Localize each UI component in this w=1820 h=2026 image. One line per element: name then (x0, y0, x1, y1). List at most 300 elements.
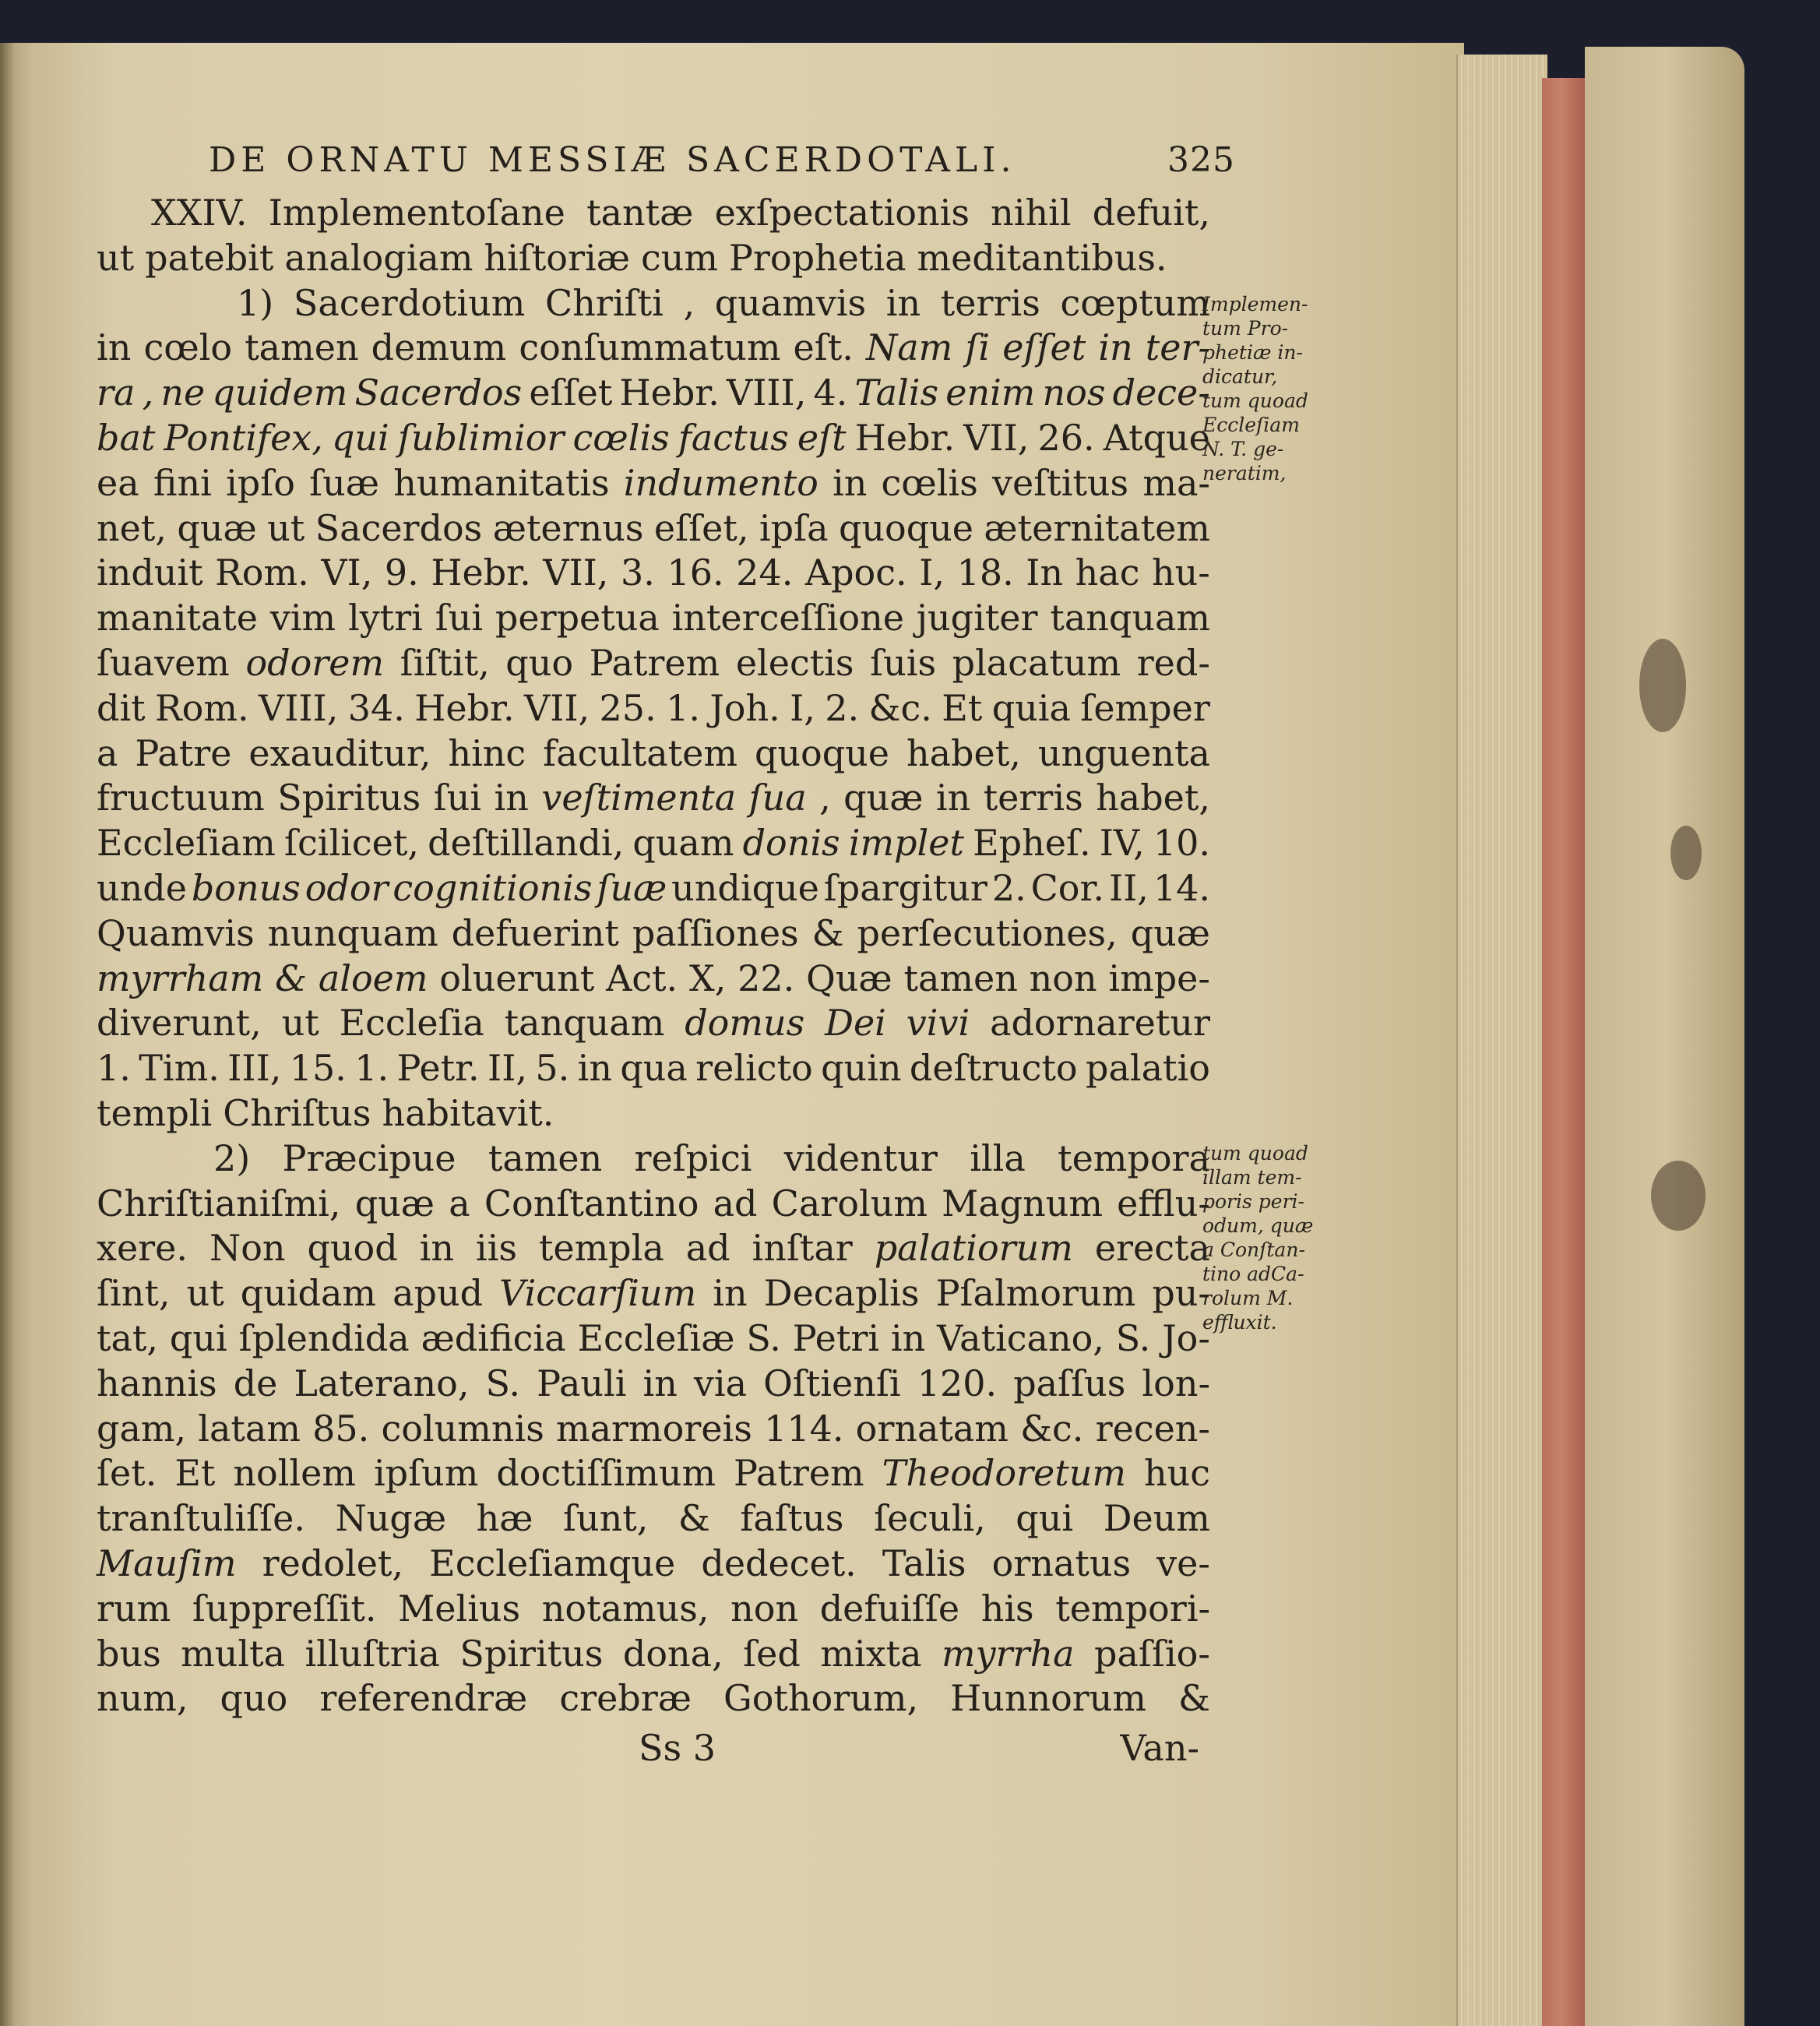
word: 120. (917, 1362, 998, 1404)
word: , (819, 777, 831, 819)
word: Et (174, 1452, 216, 1495)
word: illa (970, 1136, 1026, 1179)
word: lytri (347, 597, 423, 640)
word: Petri (792, 1316, 880, 1359)
word: non (730, 1587, 799, 1630)
margin-note-line: tum quoad (1202, 1142, 1308, 1165)
text-line (97, 1587, 1210, 1633)
word: quidam (240, 1272, 377, 1315)
word: qui (331, 416, 389, 459)
word: hu- (1152, 551, 1210, 594)
word: VIII, (726, 372, 807, 414)
word: exauditur, (248, 731, 431, 774)
word: tempori- (1055, 1587, 1210, 1630)
word: hæ (476, 1497, 533, 1540)
text-line (97, 551, 1210, 597)
word: ſua (748, 777, 807, 819)
word: Epheſ. (973, 822, 1091, 865)
word: 2. (825, 686, 860, 729)
word: bonus (191, 866, 301, 909)
word: analogiam (284, 236, 473, 279)
word: Nam (866, 326, 953, 369)
word: 3. (621, 551, 655, 594)
word: columnis (381, 1407, 544, 1450)
word: recen- (1095, 1407, 1210, 1450)
word: deſtructo (909, 1047, 1078, 1090)
word: 14. (1153, 866, 1210, 909)
word: gam, (97, 1407, 187, 1450)
word: vivi (906, 1002, 970, 1045)
text-line (97, 417, 1210, 462)
word: quin (821, 1047, 902, 1090)
word: dona, (622, 1632, 723, 1675)
word: non (1029, 957, 1097, 999)
text-line (97, 1542, 1210, 1587)
word: veſtimenta (541, 777, 737, 819)
text-line (97, 1137, 1210, 1182)
word: impe- (1108, 957, 1210, 999)
word: nihil (991, 192, 1072, 234)
text-line (97, 1408, 1210, 1453)
word: via (693, 1362, 748, 1404)
word: interceſſione (671, 597, 904, 640)
word: doctiſſimum (496, 1452, 716, 1495)
word: ſet. (97, 1452, 157, 1495)
word: ſuæ (309, 461, 380, 504)
word: exſpectationis (714, 192, 970, 234)
word: 1. (97, 1047, 131, 1090)
word: in (890, 1316, 926, 1359)
margin-note-line: poris peri- (1202, 1190, 1304, 1213)
word: Rom. (155, 686, 249, 729)
word: de (233, 1362, 278, 1404)
word: defuiſſe (819, 1587, 960, 1630)
word: ad (685, 1227, 730, 1270)
word: pu- (1152, 1272, 1210, 1315)
word: tamen (245, 326, 359, 369)
word: Patrem (589, 641, 720, 684)
word: Sacerdos (315, 506, 483, 549)
text-line (97, 912, 1210, 957)
word: tamen (903, 957, 1018, 999)
word: ſed (743, 1632, 801, 1675)
word: VII, (543, 551, 609, 594)
text-line (97, 1047, 1210, 1092)
word: II, (488, 1047, 527, 1090)
word: paſſiones (632, 911, 799, 954)
word: bat (97, 416, 156, 459)
word: donis (742, 822, 840, 865)
word: tamen (488, 1136, 603, 1179)
word: vim (269, 597, 336, 640)
word: eſſet (1002, 326, 1086, 369)
word: in (642, 1362, 678, 1404)
margin-note-line: rolum M. (1202, 1287, 1294, 1309)
word: quæ (177, 506, 257, 549)
word: rum (97, 1587, 171, 1630)
word: Dei (825, 1002, 886, 1045)
word: latam (198, 1407, 301, 1450)
word: VII, (963, 416, 1030, 459)
word: Chriſti (545, 281, 664, 324)
word: Eccleſiam (97, 822, 276, 865)
word: inſtar (752, 1227, 853, 1270)
word: Magnum (942, 1182, 1103, 1224)
word: multa (181, 1632, 286, 1675)
word: Talis (882, 1542, 966, 1584)
word: Patre (135, 731, 232, 774)
word: Tim. (139, 1047, 220, 1090)
word: Act. (606, 957, 678, 999)
word: crebræ (559, 1677, 692, 1720)
word: Hunnorum (950, 1677, 1147, 1720)
word: cœlo (143, 326, 233, 369)
word: myrrham (97, 957, 264, 999)
word: ut (97, 236, 135, 279)
word: perſecutiones, (857, 911, 1118, 954)
word: in (577, 1047, 612, 1090)
word: electis (735, 641, 854, 684)
word: ra (97, 372, 136, 414)
word: quoque (838, 506, 973, 549)
word: nollem (233, 1452, 356, 1495)
word: tanquam (504, 1002, 665, 1045)
word: Conſtantino (484, 1182, 699, 1224)
word: quo (505, 641, 574, 684)
word: quod (307, 1227, 398, 1270)
word: 34. (347, 686, 405, 729)
word: a (97, 731, 118, 774)
word: factus (678, 416, 789, 459)
word: ſemper (1080, 686, 1210, 729)
text-line (97, 642, 1210, 687)
word: relicto (695, 1047, 813, 1090)
word: ſuæ (597, 866, 667, 909)
word: videntur (783, 1136, 938, 1179)
word: efflu- (1117, 1182, 1210, 1224)
word: I, (790, 686, 815, 729)
word: 24. (736, 551, 794, 594)
word: VII, (523, 686, 590, 729)
word: indumento (623, 461, 818, 504)
word: adornaretur (990, 1002, 1210, 1045)
page-footer (639, 1727, 1199, 1769)
word: quam (632, 822, 734, 865)
word: Prophetia (728, 236, 906, 279)
text-line (97, 777, 1210, 822)
word: Sacerdos (354, 372, 523, 414)
word: & (1178, 1677, 1210, 1720)
word: ſui (435, 597, 484, 640)
word: æternus (492, 506, 644, 549)
word: tranſtuliſſe. (97, 1497, 305, 1540)
word: ne (160, 372, 206, 414)
text-line (97, 1002, 1210, 1047)
text-line (97, 1317, 1210, 1362)
word: ſuppreſſit. (192, 1587, 377, 1630)
word: XXIV. (151, 192, 248, 234)
main-text (97, 192, 1210, 1722)
word: & (678, 1497, 710, 1540)
word: unguenta (1037, 731, 1210, 774)
word: qui (169, 1316, 227, 1359)
word: Pſalmorum (935, 1272, 1136, 1315)
word: cœptum (1060, 281, 1210, 324)
word: quæ (1130, 911, 1210, 954)
text-line (97, 192, 1210, 237)
word: ſuavem (97, 641, 230, 684)
word: I, (919, 551, 945, 594)
word: hac (1075, 551, 1140, 594)
word: ipſa (759, 506, 829, 549)
word: quia (991, 686, 1071, 729)
word: Gothorum, (723, 1677, 919, 1720)
word: placatum (952, 641, 1121, 684)
word: templi (97, 1091, 213, 1134)
text-line (97, 957, 1210, 1002)
word: ſublimior (397, 416, 565, 459)
word: Eccleſiæ (577, 1316, 735, 1359)
word: ſui (433, 777, 482, 819)
running-title: DE ORNATU MESSIÆ SACERDOTALI. (209, 140, 1016, 180)
word: veſtitus (992, 461, 1129, 504)
word: Cor. (1030, 866, 1105, 909)
text-line (97, 822, 1210, 867)
word: humanitatis (393, 461, 610, 504)
word: iis (475, 1227, 517, 1270)
word: myrrha (941, 1632, 1075, 1675)
word: æternitatem (984, 506, 1210, 549)
word: dedecet. (701, 1542, 857, 1584)
word: 15. (289, 1047, 347, 1090)
word: VIII, (258, 686, 339, 729)
word: unde (97, 866, 187, 909)
word: Quamvis (97, 911, 255, 954)
word: Rom. (215, 551, 309, 594)
word: 9. (384, 551, 419, 594)
word: in (494, 777, 529, 819)
margin-note-line: Eccleſiam (1202, 414, 1300, 436)
word: Decaplis (763, 1272, 920, 1315)
word: hiſtoriæ (484, 236, 630, 279)
word: In (1026, 551, 1064, 594)
word: palatio (1086, 1047, 1210, 1090)
word: 4. (813, 372, 848, 414)
word: II, (1108, 866, 1149, 909)
word: Patrem (734, 1452, 864, 1495)
word: meditantibus. (917, 236, 1167, 279)
margin-note-1 (1202, 292, 1343, 485)
word: Hebr. (414, 686, 515, 729)
word: qui (1016, 1497, 1074, 1540)
word: notamus, (541, 1587, 709, 1630)
word: 85. (312, 1407, 370, 1450)
text-line (97, 732, 1210, 777)
word: in (713, 1272, 748, 1315)
word: in (419, 1227, 454, 1270)
word: Vaticano, (937, 1316, 1104, 1359)
word: facultatem (543, 731, 738, 774)
word: bus (97, 1632, 161, 1675)
word: Jo- (1162, 1316, 1210, 1359)
word: qua (620, 1047, 688, 1090)
word: marmoreis (556, 1407, 752, 1450)
word: oluerunt (439, 957, 595, 999)
word: Et (942, 686, 983, 729)
running-header (209, 140, 1235, 180)
word: terris (983, 777, 1083, 819)
word: num, (97, 1677, 188, 1720)
text-line (97, 237, 1210, 282)
word: ſi (965, 326, 991, 369)
word: 26. (1037, 416, 1095, 459)
word: Spiritus (277, 777, 421, 819)
word: in (885, 281, 921, 324)
word: enim (945, 372, 1036, 414)
word: ſcilicet, (283, 822, 419, 865)
word: Præcipue (282, 1136, 456, 1179)
word: Hebr. (619, 372, 720, 414)
word: Hebr. (431, 551, 531, 594)
word: ſuis (870, 641, 937, 684)
word: nunquam (267, 911, 438, 954)
word: eſt. (793, 326, 854, 369)
word: quæ (354, 1182, 435, 1224)
word: Eccleſia (339, 1002, 484, 1045)
word: Chriſtus (223, 1091, 371, 1134)
word: ſplendida (238, 1316, 410, 1359)
word: defuit, (1092, 192, 1210, 234)
word: cœlis (572, 416, 670, 459)
margin-note-line: odum, quæ (1202, 1214, 1314, 1237)
word: dece- (1112, 372, 1210, 414)
word: xere. (97, 1227, 188, 1270)
word: mixta (820, 1632, 922, 1675)
word: domus (685, 1002, 805, 1045)
word: , (142, 372, 154, 414)
word: odor (305, 866, 389, 909)
text-line (97, 867, 1210, 912)
margin-note-line: Implemen- (1202, 293, 1308, 315)
word: aloem (318, 957, 428, 999)
text-line (97, 687, 1210, 732)
word: undique (671, 866, 819, 909)
word: nos (1042, 372, 1106, 414)
word: ter- (1145, 326, 1210, 369)
word: illuſtria (305, 1632, 440, 1675)
word: ut (186, 1272, 224, 1315)
word: Hebr. (854, 416, 956, 459)
word: habet, (906, 731, 1021, 774)
word: Deum (1103, 1497, 1210, 1540)
word: dit (97, 686, 146, 729)
word: Melius (398, 1587, 521, 1630)
text-line (97, 1677, 1210, 1722)
word: ipſum (373, 1452, 479, 1495)
word: VI, (321, 551, 373, 594)
word: diverunt, (97, 1002, 262, 1045)
word: cœlis (881, 461, 978, 504)
text-line (97, 1227, 1210, 1272)
word: S. (746, 1316, 781, 1359)
word: , (683, 281, 695, 324)
word: Oſtienſi (763, 1362, 901, 1404)
word: Talis (854, 372, 939, 414)
word: 5. (535, 1047, 570, 1090)
word: cognitionis (393, 866, 593, 909)
word: Pauli (537, 1362, 627, 1404)
word: demum (371, 326, 507, 369)
word: erecta (1094, 1227, 1210, 1270)
word: Theodoretum (882, 1452, 1126, 1495)
word: ſint, (97, 1272, 171, 1315)
word: ipſo (226, 461, 295, 504)
word: reſpici (634, 1136, 752, 1179)
word: in (1098, 326, 1133, 369)
word: ornatam (855, 1407, 1009, 1450)
text-line (97, 1092, 1210, 1137)
word: ea (97, 461, 139, 504)
word: 1) (237, 281, 274, 324)
word: 2. (991, 866, 1026, 909)
word: ut (267, 506, 305, 549)
word: manitate (97, 597, 258, 640)
word: eſſet (529, 372, 613, 414)
word: in (935, 777, 971, 819)
word: 22. (738, 957, 795, 999)
text-line (97, 1497, 1210, 1542)
word: & (811, 911, 844, 954)
text-line (97, 372, 1210, 417)
word: hinc (448, 731, 526, 774)
word: implet (848, 822, 964, 865)
word: 114. (764, 1407, 844, 1450)
margin-note-line: effluxit. (1202, 1311, 1277, 1334)
word: 18. (956, 551, 1014, 594)
margin-note-line: phetiæ in- (1202, 341, 1303, 364)
word: templa (538, 1227, 664, 1270)
word: fini (153, 461, 212, 504)
margin-note-line: illam tem- (1202, 1166, 1302, 1189)
word: red- (1136, 641, 1210, 684)
word: ſpargitur (823, 866, 987, 909)
word: paſſus (1013, 1362, 1126, 1404)
margin-note-2 (1202, 1141, 1343, 1334)
word: his (980, 1587, 1034, 1630)
word: ſeculi, (874, 1497, 986, 1540)
word: S. (485, 1362, 521, 1404)
word: huc (1143, 1452, 1210, 1495)
word: referendræ (319, 1677, 528, 1720)
word: Petr. (396, 1047, 480, 1090)
word: Eccleſiamque (429, 1542, 676, 1584)
word: Atque (1103, 416, 1210, 459)
text-line (97, 597, 1210, 642)
word: in (833, 461, 868, 504)
text-line (97, 1272, 1210, 1317)
word: ut (281, 1002, 319, 1045)
word: 1. (666, 686, 700, 729)
word: defuerint (451, 911, 619, 954)
word: &c. (868, 686, 932, 729)
word: Chriſtianiſmi, (97, 1182, 341, 1224)
word: III, (227, 1047, 282, 1090)
text-line (97, 507, 1210, 552)
word: Nugæ (335, 1497, 447, 1540)
text-line (97, 1182, 1210, 1228)
word: 2) (213, 1136, 251, 1179)
word: cum (640, 236, 718, 279)
